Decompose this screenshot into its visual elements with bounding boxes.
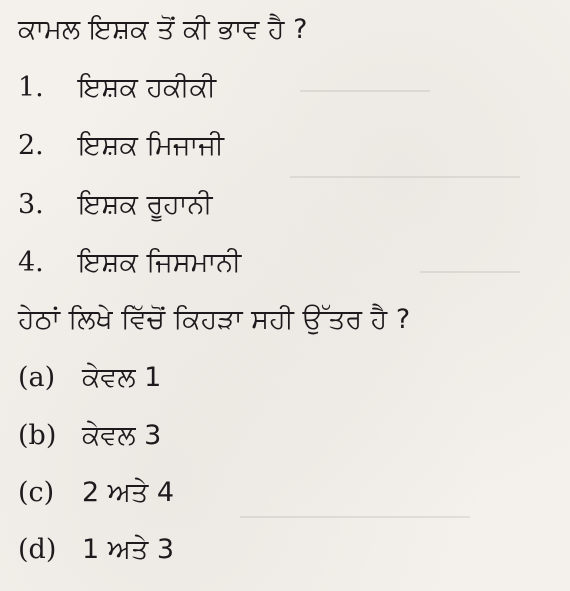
statement-3	[18, 187, 212, 223]
option-text: 1 ਅਤੇ 3	[82, 534, 175, 565]
statement-number: 4.	[18, 247, 44, 278]
option-b	[18, 418, 161, 454]
bleed-through-mark	[290, 160, 520, 178]
question-text: ਕਾਮਲ ਇਸ਼ਕ ਤੋਂ ਕੀ ਭਾਵ ਹੈ ?	[18, 14, 308, 45]
option-label: (a)	[18, 362, 56, 393]
bleed-through-mark	[300, 70, 430, 92]
statement-number: 1.	[18, 72, 44, 103]
option-text: ਕੇਵਲ 3	[82, 420, 162, 451]
statement-text: ਇਸ਼ਕ ਹਕੀਕੀ	[78, 72, 217, 103]
statement-number: 2.	[18, 130, 44, 161]
statement-1	[18, 70, 216, 106]
bleed-through-mark	[420, 255, 520, 273]
statement-4	[18, 245, 241, 281]
option-d	[18, 532, 174, 568]
statement-2	[18, 128, 224, 164]
statement-text: ਇਸ਼ਕ ਜਿਸਮਾਨੀ	[78, 247, 242, 278]
statement-number: 3.	[18, 189, 44, 220]
answer-prompt: ਹੇਠਾਂ ਲਿਖੇ ਵਿੱਚੋਂ ਕਿਹੜਾ ਸਹੀ ਉੱਤਰ ਹੈ ?	[18, 304, 411, 335]
option-text: 2 ਅਤੇ 4	[82, 477, 175, 508]
option-c	[18, 475, 174, 511]
option-label: (c)	[18, 477, 55, 508]
option-a	[18, 360, 161, 396]
statement-text: ਇਸ਼ਕ ਮਿਜਾਜੀ	[78, 130, 225, 161]
bleed-through-mark	[240, 500, 470, 518]
statement-text: ਇਸ਼ਕ ਰੂਹਾਨੀ	[78, 189, 213, 220]
option-label: (d)	[18, 534, 57, 565]
option-label: (b)	[18, 420, 57, 451]
option-text: ਕੇਵਲ 1	[82, 362, 162, 393]
